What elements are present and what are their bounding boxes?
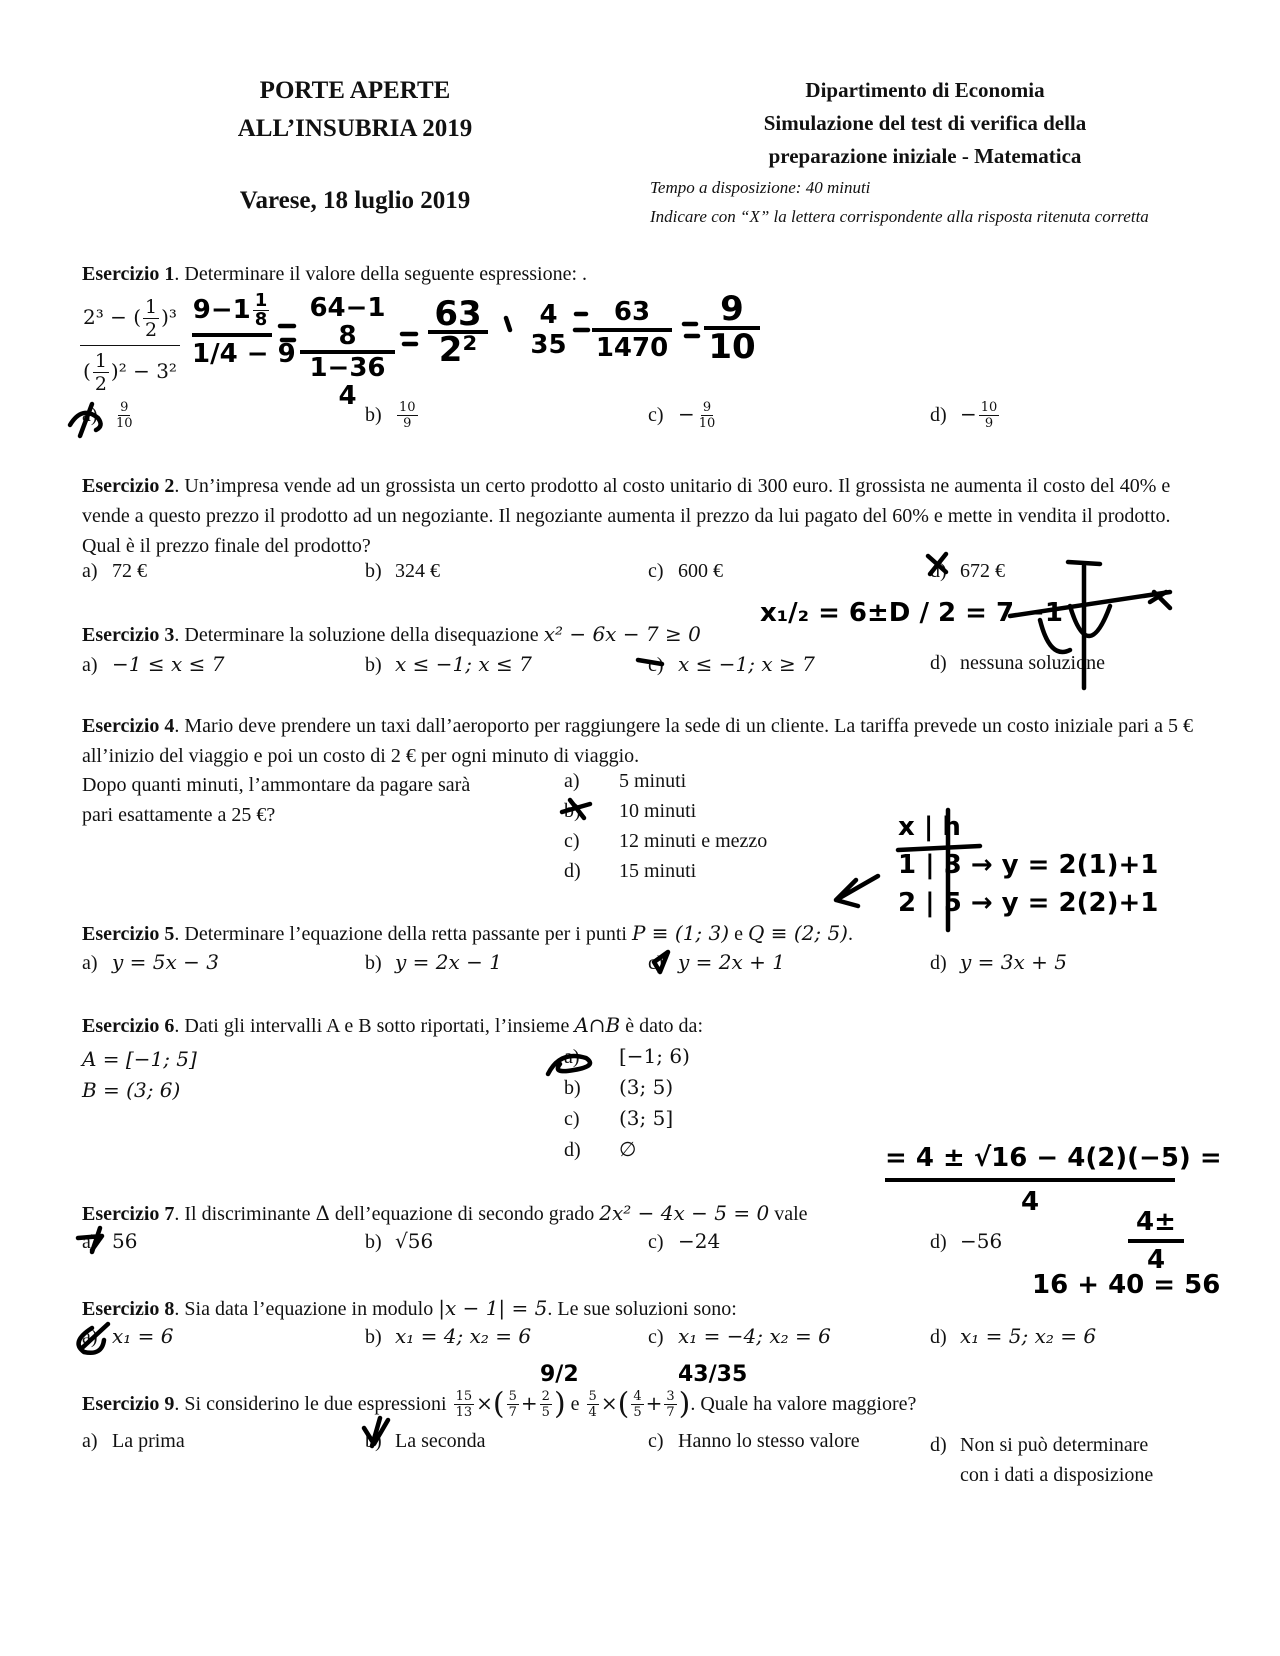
ex4-option-c[interactable]: c) 12 minuti e mezzo [564, 830, 768, 852]
ex1-option-a[interactable]: a) $\frac{9}{10}$ [82, 400, 133, 431]
ex7-option-a[interactable]: a) 56 [82, 1229, 138, 1253]
exercise-4-title: Esercizio 4 [82, 715, 175, 737]
modulus-equation: |x − 1| = 5 [438, 1296, 548, 1320]
answer-mark-ex7 [78, 1228, 102, 1252]
exercise-8-prompt: Esercizio 8. Sia data l’equazione in modulo |x − 1| = 5. Le sue soluzioni sono: [82, 1296, 737, 1320]
exercise-5-title: Esercizio 5 [82, 923, 175, 945]
ex8-option-c[interactable]: c) x₁ = −4; x₂ = 6 [648, 1324, 831, 1348]
ex7-option-b[interactable]: b) √56 [365, 1229, 434, 1253]
hw-ex7-sum: 16 + 40 = 56 [1032, 1270, 1221, 1300]
ex9-option-c[interactable]: c) Hanno lo stesso valore [648, 1430, 860, 1452]
exercise-1-expression: 2³ − ( $\frac{1}{2}$ )³ ( $\frac{1}{2}$ )² − 3² [80, 296, 180, 395]
exercise-9-prompt: Esercizio 9. Si considerino le due espressioni $\frac{15}{13}$ ×( $\frac{5}{7}$ + $\frac{2}{5}$ ) e $\frac{5}{4}$ ×( $\frac{4}{5}$ + $\frac{3}{7}$ ). Quale ha valore maggiore? [82, 1386, 917, 1422]
test-title-line2: preparazione iniziale - Matematica [768, 144, 1082, 168]
quadratic-equation: 2x² − 4x − 5 = 0 [599, 1201, 770, 1225]
expression-1: $\frac{15}{13}$ ×( $\frac{5}{7}$ + $\frac{2}{5}$ ) [455, 1386, 566, 1422]
ex5-option-b[interactable]: b) y = 2x − 1 [365, 950, 502, 974]
answer-mark-ex6 [548, 1056, 590, 1074]
hw-ex1-step5: 63 1470 [592, 296, 672, 364]
ex9-option-d[interactable]: d) Non si può determinare con i dati a disposizione [930, 1434, 1154, 1486]
answer-mark-ex2 [928, 554, 946, 574]
exercise-1-text: . Determinare il valore della seguente espressione: . [174, 263, 588, 285]
time-allowed: Tempo a disposizione: 40 minuti [650, 178, 871, 197]
department: Dipartimento di Economia [805, 78, 1045, 102]
exercise-1-title: Esercizio 1 [82, 263, 175, 285]
hw-ex1-step4: 4 35 [530, 300, 567, 360]
test-title-line1: Simulazione del test di verifica della [763, 111, 1087, 135]
ex8-option-b[interactable]: b) x₁ = 4; x₂ = 6 [365, 1324, 532, 1348]
intersection: A∩B [574, 1013, 621, 1037]
exercise-7-prompt: Esercizio 7. Il discriminante Δ dell’equazione di secondo grado 2x² − 4x − 5 = 0 vale [82, 1201, 808, 1225]
ex7-option-d[interactable]: d) −56 [930, 1229, 1003, 1253]
exercise-4-question-line2: pari esattamente a 25 €? [82, 804, 276, 826]
ex6-option-b[interactable]: b) (3; 5) [564, 1075, 674, 1099]
ex3-option-c[interactable]: c) x ≤ −1; x ≥ 7 [648, 652, 815, 676]
hw-ex5-table: x | h 1 | 3 → y = 2(1)+1 2 | 5 → y = 2(2)+1 [898, 812, 1159, 918]
exercise-7-text: . Il discriminante [174, 1203, 316, 1225]
ex9-option-b[interactable]: b) La seconda [365, 1430, 486, 1452]
exercise-7-title: Esercizio 7 [82, 1203, 175, 1225]
ex6-option-c[interactable]: c) (3; 5] [564, 1106, 674, 1130]
ex7-option-c[interactable]: c) −24 [648, 1229, 721, 1253]
exercise-4-question-line1: Dopo quanti minuti, l’ammontare da pagare sarà [82, 774, 471, 796]
point-p: P ≡ (1; 3) [631, 921, 730, 945]
hw-ex3-roots: x₁/₂ = 6±D / 2 = 7 −1 [760, 598, 1063, 628]
exercise-5-text: . Determinare l’equazione della retta passante per i punti [174, 923, 632, 945]
answer-mark-ex5 [654, 952, 668, 972]
exercise-4-text: . Mario deve prendere un taxi dall’aeroporto per raggiungere la sede di un cliente. La tariffa prevede un costo iniziale pari a 5 € all’inizio del viaggio e poi un costo di 2 € per ogni minuto di viaggio. [82, 715, 1194, 767]
ex5-option-a[interactable]: a) y = 5x − 3 [82, 950, 219, 974]
exercise-6-title: Esercizio 6 [82, 1015, 175, 1037]
hw-ex1-step1: 9−1 $\frac{1}{8}$ 1/4 − 9 [192, 290, 296, 369]
ex5-option-c[interactable]: c) y = 2x + 1 [648, 950, 785, 974]
hw-ex1-step3: 63 2² [428, 298, 488, 366]
ex4-option-b[interactable]: b) 10 minuti [564, 800, 697, 822]
exercise-8-text: . Sia data l’equazione in modulo [174, 1298, 439, 1320]
exercise-9-title: Esercizio 9 [82, 1393, 175, 1415]
exercise-6-prompt: Esercizio 6. Dati gli intervalli A e B sotto riportati, l’insieme A∩B è dato da: [82, 1013, 703, 1037]
ex2-option-a[interactable]: a) 72 € [82, 560, 147, 582]
ex1-option-c[interactable]: c) − $\frac{9}{10}$ [648, 400, 716, 431]
event-title-line2: ALL’INSUBRIA 2019 [237, 115, 473, 142]
ex5-option-d[interactable]: d) y = 3x + 5 [930, 950, 1067, 974]
exercise-2-title: Esercizio 2 [82, 475, 175, 497]
exercise-6-text: . Dati gli intervalli A e B sotto riportati, l’insieme [174, 1015, 575, 1037]
event-title-line1: PORTE APERTE [259, 77, 451, 104]
ex2-option-d[interactable]: d) 672 € [930, 560, 1005, 582]
exercise-8-title: Esercizio 8 [82, 1298, 175, 1320]
interval-b: B = (3; 6) [82, 1078, 181, 1102]
hw-ex7-side: 4± 4 [1128, 1205, 1184, 1277]
ex3-option-d[interactable]: d) nessuna soluzione [930, 652, 1105, 674]
ex9-option-a[interactable]: a) La prima [82, 1430, 185, 1452]
exercise-3-text: . Determinare la soluzione della disequazione [174, 624, 544, 646]
hw-ex1-result: 9 10 [704, 292, 760, 364]
ex3-option-a[interactable]: a) −1 ≤ x ≤ 7 [82, 652, 225, 676]
ex3-option-b[interactable]: b) x ≤ −1; x ≤ 7 [365, 652, 532, 676]
ex6-option-d[interactable]: d) ∅ [564, 1137, 637, 1161]
ex2-option-b[interactable]: b) 324 € [365, 560, 440, 582]
ex4-option-d[interactable]: d) 15 minuti [564, 860, 697, 882]
answer-mark-ex4 [562, 800, 590, 818]
exercise-2-text: . Un’impresa vende ad un grossista un certo prodotto al costo unitario di 300 euro. Il grossista ne aumenta il costo del 40% e vende a questo prezzo il prodotto ad un negoziante. Il negoziante aumenta il prezzo da lui pagato del 60% e mette in vendita il prodotto. Qual è il prezzo finale del prodotto? [82, 475, 1171, 557]
hw-ex9-note2: 43/35 [678, 1362, 748, 1387]
answer-mark-ex3 [638, 660, 662, 664]
hw-ex9-note1: 9/2 [540, 1362, 579, 1387]
ex6-option-a[interactable]: a) [−1; 6) [564, 1044, 690, 1068]
exercise-9-text: . Si considerino le due espressioni [174, 1393, 452, 1415]
hw-ex7-formula: = 4 ± √16 − 4(2)(−5) = 4 [885, 1138, 1222, 1222]
ex1-option-b[interactable]: b) $\frac{10}{9}$ [365, 400, 416, 431]
exercise-5-prompt: Esercizio 5. Determinare l’equazione della retta passante per i punti P ≡ (1; 3) e Q ≡ (2; 5). [82, 921, 853, 945]
expression-2: $\frac{5}{4}$ ×( $\frac{4}{5}$ + $\frac{3}{7}$ ) [588, 1386, 691, 1422]
ex8-option-a[interactable]: a) x₁ = 6 [82, 1324, 174, 1348]
ex1-option-d[interactable]: d) − $\frac{10}{9}$ [930, 400, 998, 431]
interval-a: A = [−1; 5] [82, 1047, 197, 1071]
point-q: Q ≡ (2; 5) [747, 921, 848, 945]
hw-ex1-step2: 64−1 8 1−36 4 [300, 294, 395, 410]
ex2-option-c[interactable]: c) 600 € [648, 560, 723, 582]
ex4-option-a[interactable]: a) 5 minuti [564, 770, 687, 792]
inequality: x² − 6x − 7 ≥ 0 [543, 622, 701, 646]
place-date: Varese, 18 luglio 2019 [239, 187, 471, 214]
answer-mark-ex8 [79, 1324, 108, 1353]
exercise-3-title: Esercizio 3 [82, 624, 175, 646]
ex8-option-d[interactable]: d) x₁ = 5; x₂ = 6 [930, 1324, 1097, 1348]
answer-instructions: Indicare con “X” la lettera corrispondente alla risposta ritenuta corretta [650, 207, 1149, 226]
answer-mark-ex9 [364, 1418, 388, 1446]
answer-mark-ex1 [70, 404, 101, 436]
